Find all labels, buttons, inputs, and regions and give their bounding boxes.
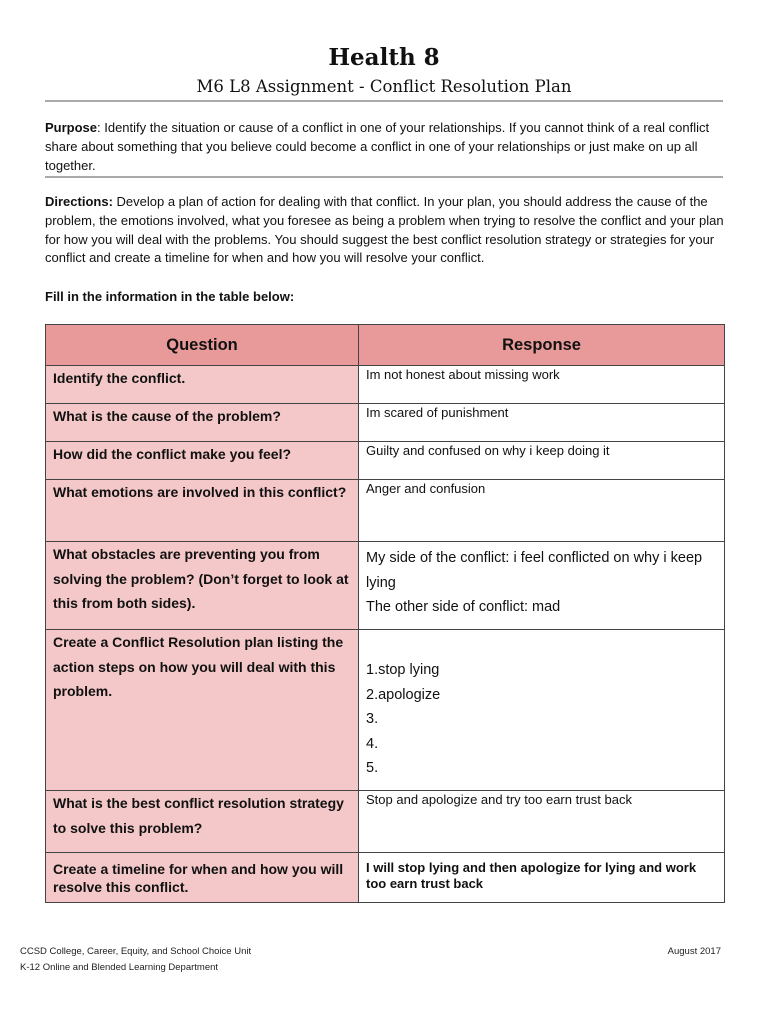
- purpose-paragraph: [45, 119, 725, 175]
- document-title: Health 8: [328, 44, 440, 71]
- table-row: [46, 404, 725, 442]
- table-header-row: [46, 325, 725, 366]
- response-cell[interactable]: Stop and apologize and try too earn trust back: [359, 791, 725, 853]
- directions-paragraph: [45, 193, 725, 268]
- directions-text: Develop a plan of action for dealing with that conflict. In your plan, you should address the cause of the problem, the emotions involved, what you foresee as being a problem when trying to resolve the conflict and your plan for how you will deal with the problems. You should suggest the best conflict resolution strategy or strategies for your conflict and create a timeline for when and how you will resolve your conflict.: [45, 194, 724, 266]
- purpose-text: : Identify the situation or cause of a conflict in one of your relationships. If you cannot think of a real conflict share about something that you believe could become a conflict in one of your relationships or just make on up all together.: [45, 120, 710, 173]
- table-row: [46, 791, 725, 853]
- table-row: [46, 542, 725, 630]
- table-row: [46, 366, 725, 404]
- table-row: [46, 480, 725, 542]
- purpose-label: Purpose: [45, 120, 98, 135]
- question-cell: Create a Conflict Resolution plan listing the action steps on how you will deal with this problem.: [46, 630, 359, 791]
- table-row: [46, 630, 725, 791]
- plan-step: 5.: [366, 760, 379, 777]
- footer-unit: CCSD College, Career, Equity, and School Choice Unit: [20, 946, 252, 957]
- plan-step: 2.apologize: [366, 686, 441, 703]
- footer-date: August 2017: [667, 946, 721, 957]
- table-row: [46, 853, 725, 903]
- response-cell[interactable]: Im scared of punishment: [359, 404, 725, 442]
- response-cell[interactable]: Anger and confusion: [359, 480, 725, 542]
- response-cell[interactable]: [359, 542, 725, 630]
- table-instruction: Fill in the information in the table below:: [45, 289, 295, 304]
- question-cell: What is the cause of the problem?: [46, 404, 359, 442]
- response-cell[interactable]: I will stop lying and then apologize for lying and work too earn trust back: [359, 853, 725, 903]
- response-cell[interactable]: Guilty and confused on why i keep doing it: [359, 442, 725, 480]
- table-row: [46, 442, 725, 480]
- footer-department: K-12 Online and Blended Learning Department: [20, 962, 219, 973]
- plan-step: 3.: [366, 711, 379, 728]
- conflict-plan-table: [45, 324, 725, 903]
- question-cell: What is the best conflict resolution strategy to solve this problem?: [46, 791, 359, 853]
- header-divider: [45, 100, 723, 102]
- response-cell[interactable]: [359, 630, 725, 791]
- question-cell: Create a timeline for when and how you will resolve this conflict.: [46, 853, 359, 903]
- question-cell: How did the conflict make you feel?: [46, 442, 359, 480]
- question-cell: Identify the conflict.: [46, 366, 359, 404]
- question-cell: What emotions are involved in this conflict?: [46, 480, 359, 542]
- directions-label: Directions:: [45, 194, 113, 209]
- response-column-header: Response: [359, 325, 725, 366]
- purpose-divider: [45, 176, 723, 178]
- question-column-header: Question: [46, 325, 359, 366]
- document-subtitle: M6 L8 Assignment - Conflict Resolution Plan: [196, 77, 572, 96]
- response-line: The other side of conflict: mad: [366, 599, 561, 616]
- plan-step: 4.: [366, 735, 379, 752]
- response-cell[interactable]: Im not honest about missing work: [359, 366, 725, 404]
- question-cell: What obstacles are preventing you from solving the problem? (Don’t forget to look at this from both sides).: [46, 542, 359, 630]
- plan-step: 1.stop lying: [366, 662, 440, 678]
- response-line: My side of the conflict: i feel conflicted on why i keep lying: [366, 550, 703, 591]
